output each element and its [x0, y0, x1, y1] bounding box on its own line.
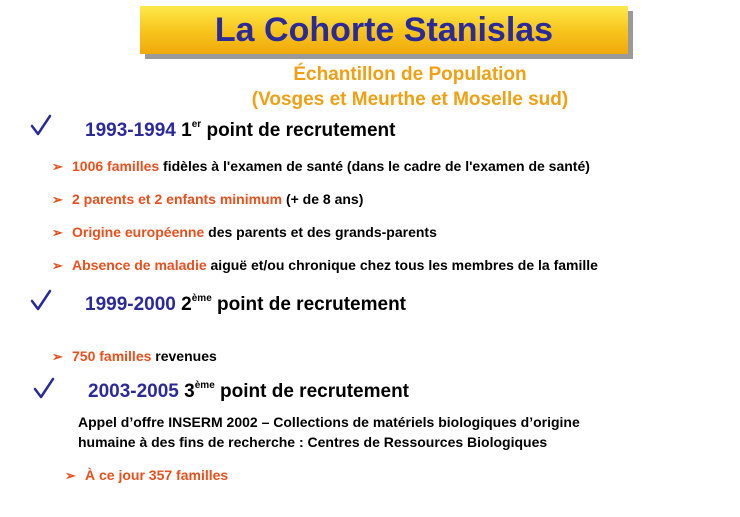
list-item: [52, 348, 217, 365]
page-title: La Cohorte Stanislas: [140, 6, 628, 54]
bullet-highlight: À ce jour 357 familles: [85, 467, 229, 483]
section-2-sup: ème: [191, 292, 212, 304]
bullet-highlight: 750 familles: [72, 348, 152, 364]
list-item: [52, 191, 363, 208]
bullet-text: aiguë et/ou chronique chez tous les membres de la famille: [206, 257, 598, 273]
paragraph-line-2: humaine à des fins de recherche : Centres de Ressources Biologiques: [78, 434, 548, 450]
arrow-bullet-icon: ➢: [52, 159, 63, 174]
bullet-text: des parents et des grands-parents: [204, 224, 437, 240]
bullet-highlight: 1006 familles: [72, 158, 160, 174]
section-1-text: point de recrutement: [206, 120, 396, 141]
section-3-num: 3: [184, 381, 195, 402]
section-1-years: 1993-1994: [85, 120, 176, 141]
arrow-bullet-icon: ➢: [52, 258, 63, 273]
section-2-text: point de recrutement: [217, 294, 407, 315]
bullet-highlight: 2 parents et 2 enfants minimum: [72, 191, 283, 207]
subtitle-line-2: (Vosges et Meurthe et Moselle sud): [251, 89, 569, 110]
bullet-text: revenues: [151, 348, 217, 364]
section-2-num: 2: [181, 294, 192, 315]
arrow-bullet-icon: ➢: [52, 192, 63, 207]
section-3-text: point de recrutement: [220, 381, 410, 402]
arrow-bullet-icon: ➢: [52, 349, 63, 364]
section-3-sup: ème: [194, 379, 215, 391]
list-item: [52, 257, 598, 274]
bullet-highlight: Origine européenne: [72, 224, 205, 240]
check-icon: [30, 114, 52, 136]
section-3-years: 2003-2005: [88, 381, 179, 402]
paragraph-line-1: Appel d’offre INSERM 2002 – Collections de matériels biologiques d’origine: [78, 414, 580, 430]
section-1-num: 1: [181, 120, 192, 141]
list-item: [52, 158, 590, 175]
section-3-heading: [88, 381, 409, 403]
section-1-heading: [85, 120, 395, 142]
section-3-paragraph: [78, 412, 580, 452]
section-1-sup: er: [191, 118, 202, 130]
subtitle-line-1: Échantillon de Population: [293, 64, 527, 85]
list-item: [65, 467, 228, 484]
bullet-text: fidèles à l'examen de santé (dans le cadre de l'examen de santé): [159, 158, 590, 174]
arrow-bullet-icon: ➢: [65, 468, 76, 483]
check-icon: [30, 289, 52, 311]
section-2-years: 1999-2000: [85, 294, 176, 315]
check-icon: [33, 377, 55, 399]
bullet-highlight: Absence de maladie: [72, 257, 207, 273]
bullet-text: (+ de 8 ans): [282, 191, 364, 207]
list-item: [52, 224, 437, 241]
arrow-bullet-icon: ➢: [52, 225, 63, 240]
section-2-heading: [85, 294, 406, 316]
